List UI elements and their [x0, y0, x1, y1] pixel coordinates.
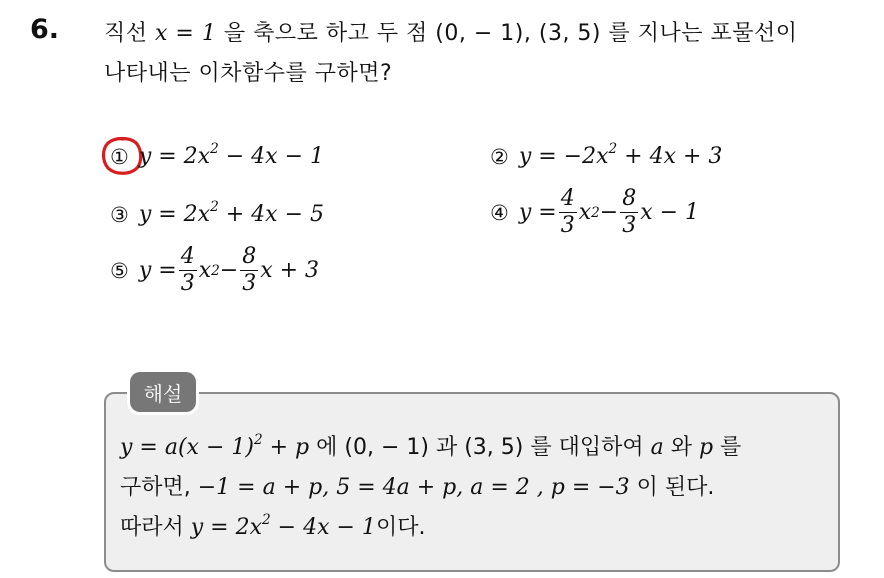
- choice-5[interactable]: [110, 246, 319, 295]
- fraction: $\frac{4}{3}$: [180, 244, 195, 296]
- choice-equation: y = $\frac{4}{3}$ x 2 − $\frac{8}{3}$ x + 3: [138, 244, 320, 296]
- question-number: 6.: [30, 14, 60, 45]
- question-text: 직선: [104, 21, 155, 46]
- question-text: 을 축으로 하고 두 점 (0, − 1), (3, 5) 를 지나는 포물선이: [216, 21, 798, 46]
- axis-equation: x = 1: [155, 21, 217, 46]
- choice-3[interactable]: [110, 198, 325, 227]
- choice-number: ②: [490, 144, 509, 169]
- choice-number: ③: [110, 202, 129, 227]
- question-text-line1: [104, 16, 798, 47]
- explanation-line3: 따라서 $y = 2x^2 - 4x - 1$이다.: [120, 511, 426, 540]
- choice-4[interactable]: [490, 188, 699, 237]
- fraction: $\frac{8}{3}$: [242, 244, 257, 296]
- explanation-line1: $y = a(x - 1)^2 + p$ 에 (0, − 1) 과 (3, 5) 를 대입하여 a 와 p 를: [120, 431, 742, 460]
- fraction: $\frac{8}{3}$: [622, 186, 637, 238]
- choice-number: ①: [110, 144, 129, 169]
- choice-2[interactable]: [490, 140, 723, 169]
- choice-equation: y = $\frac{4}{3}$ x 2 − $\frac{8}{3}$ x − 1: [518, 186, 700, 238]
- question-text-line2: 나타내는 이차함수를 구하면?: [104, 61, 393, 86]
- choice-number: ⑤: [110, 258, 129, 283]
- choice-number: ④: [490, 200, 509, 225]
- explanation-line2: 구하면, −1 = a + p, 5 = 4a + p, a = 2 , p = −3 이 된다.: [120, 475, 715, 500]
- choice-1[interactable]: [110, 140, 325, 169]
- fraction: $\frac{4}{3}$: [560, 186, 575, 238]
- explanation-tab-label: 해설: [130, 372, 196, 412]
- choice-equation: $y = -2x^2 + 4x + 3$: [518, 140, 723, 169]
- choice-equation: $y = 2x^2 - 4x - 1$: [138, 140, 325, 169]
- choice-equation: $y = 2x^2 + 4x - 5$: [138, 198, 325, 227]
